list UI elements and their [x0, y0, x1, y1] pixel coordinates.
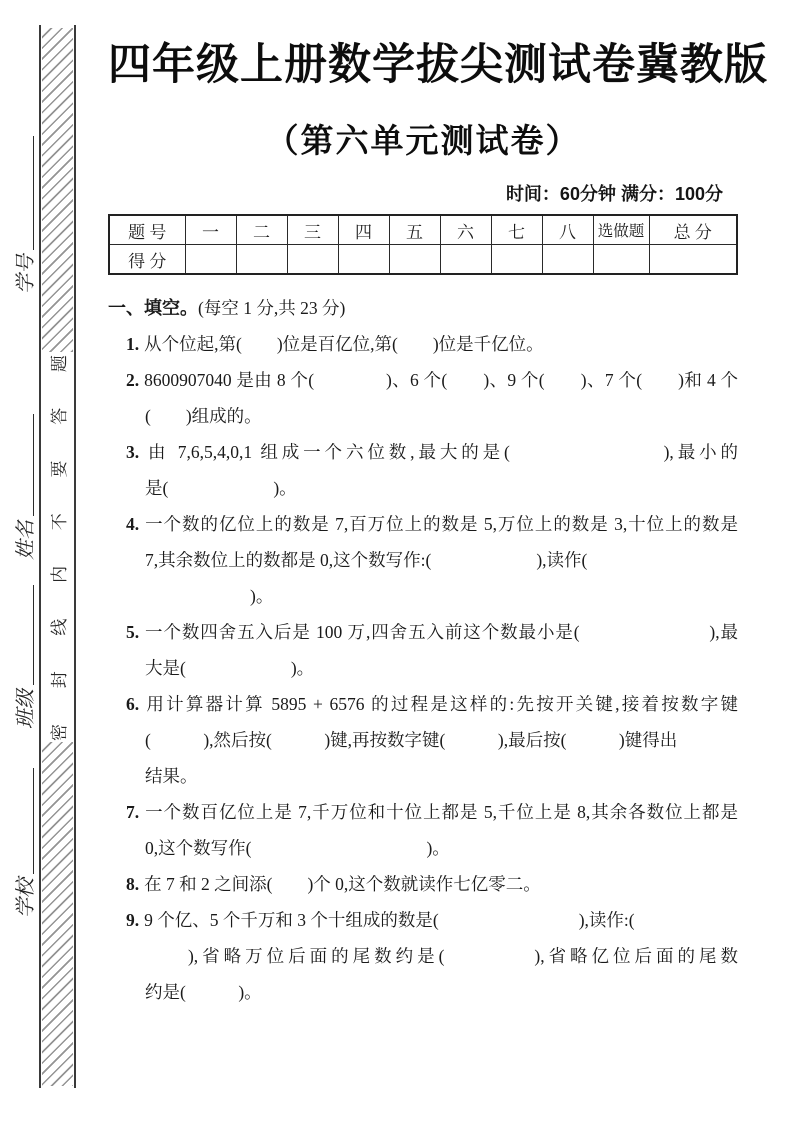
question-line: ),省略万位后面的尾数约是( ),省略亿位后面的尾数: [145, 946, 738, 966]
id-label-class: 班级: [15, 689, 37, 729]
seal-border-line-right: [74, 25, 76, 1088]
id-blank-line: [33, 768, 34, 874]
id-blank-line: [33, 414, 34, 516]
question-line: [126, 794, 738, 830]
question-5: [126, 614, 738, 686]
seal-char: 封: [49, 671, 69, 689]
id-field-class: [10, 585, 38, 729]
score-cell: [649, 245, 737, 275]
seal-char: 内: [49, 565, 69, 583]
question-number: 1.: [126, 334, 140, 354]
question-number: 6.: [126, 694, 140, 714]
seal-instruction-text: [45, 355, 69, 741]
seal-char: 要: [49, 460, 69, 478]
question-number: 3.: [126, 442, 140, 462]
exam-title: 四年级上册数学拔尖测试卷冀教版: [108, 41, 768, 89]
question-2: [126, 362, 738, 434]
question-line: [126, 866, 738, 902]
question-line: [126, 506, 738, 542]
question-3: [126, 434, 738, 506]
score-cell: [593, 245, 649, 275]
question-4: [126, 506, 738, 614]
id-blank-line: [33, 585, 34, 685]
hatch-pattern-bottom: [42, 742, 73, 1086]
id-field-school: [10, 768, 38, 918]
score-cell: [185, 245, 236, 275]
question-number: 5.: [126, 622, 140, 642]
seal-char: 答: [49, 407, 69, 425]
question-text: 在 7 和 2 之间添( )个 0,这个数就读作七亿零二。: [144, 874, 541, 894]
score-table-score-row: [109, 245, 737, 275]
question-line: 大是( )。: [145, 658, 315, 678]
seal-char: 不: [49, 513, 69, 531]
question-text: 一个数百亿位上是 7,千万位和十位上都是 5,千位上是 8,其余各数位上都是: [144, 802, 738, 822]
score-header-cell: 六: [440, 215, 491, 245]
question-number: 4.: [126, 514, 140, 534]
question-number: 8.: [126, 874, 140, 894]
question-line: 约是( )。: [145, 982, 262, 1002]
section-title: 一、填空。: [108, 298, 198, 318]
question-line: )。: [145, 586, 274, 606]
question-number: 2.: [126, 370, 140, 390]
questions-body: [108, 290, 738, 1010]
score-header-cell: 二: [236, 215, 287, 245]
id-field-student-number: [10, 136, 38, 294]
question-text: 9 个亿、5 个千万和 3 个十组成的数是( ),读作:(: [144, 910, 635, 930]
score-header-total: 总 分: [649, 215, 737, 245]
question-line: 结果。: [145, 766, 198, 786]
question-line: [126, 614, 738, 650]
score-table-header-row: [109, 215, 737, 245]
id-blank-line: [33, 136, 34, 250]
seal-char: 线: [49, 618, 69, 636]
question-number: 7.: [126, 802, 140, 822]
score-header-cell: 七: [491, 215, 542, 245]
score-header-question-number: 题 号: [109, 215, 185, 245]
score-header-cell: 五: [389, 215, 440, 245]
question-line: 是( )。: [145, 478, 297, 498]
question-number: 9.: [126, 910, 140, 930]
question-line: 0,这个数写作( )。: [145, 838, 450, 858]
question-text: 一个数四舍五入后是 100 万,四舍五入前这个数最小是( ),最: [144, 622, 738, 642]
score-header-optional: 选做题: [593, 215, 649, 245]
id-label-student-number: 学号: [15, 254, 37, 294]
id-field-name: [10, 414, 38, 560]
hatch-pattern-top: [42, 28, 73, 352]
id-label-school: 学校: [15, 878, 37, 918]
seal-char: 题: [49, 355, 69, 373]
section-note: (每空 1 分,共 23 分): [198, 298, 346, 318]
time-and-score-info: 时间：60分钟 满分：100分: [505, 184, 723, 204]
question-9: [126, 902, 738, 1010]
question-line: ( )组成的。: [145, 406, 262, 426]
score-cell: [542, 245, 593, 275]
question-line: ( ),然后按( )键,再按数字键( ),最后按( )键得出: [145, 730, 678, 750]
question-line: [126, 326, 738, 362]
score-table: [108, 214, 738, 275]
question-text: 从个位起,第( )位是百亿位,第( )位是千亿位。: [144, 334, 544, 354]
question-text: 8600907040 是由 8 个( )、6 个( )、9 个( )、7 个( )和 4 个: [144, 370, 738, 390]
score-cell: [236, 245, 287, 275]
question-line: [126, 434, 738, 470]
seal-char: 密: [49, 724, 69, 741]
question-line: [126, 902, 738, 938]
section-heading-fill-in-blanks: [108, 290, 738, 326]
question-text: 由 7,6,5,4,0,1 组成一个六位数,最大的是( ),最小的: [144, 442, 738, 462]
score-cell: [338, 245, 389, 275]
question-7: [126, 794, 738, 866]
score-header-cell: 三: [287, 215, 338, 245]
main-content: [108, 40, 768, 1010]
question-1: [126, 326, 738, 362]
score-header-cell: 四: [338, 215, 389, 245]
score-cell: [389, 245, 440, 275]
score-header-cell: 一: [185, 215, 236, 245]
question-8: [126, 866, 738, 902]
question-text: 一个数的亿位上的数是 7,百万位上的数是 5,万位上的数是 3,十位上的数是: [144, 514, 738, 534]
score-cell: [440, 245, 491, 275]
question-6: [126, 686, 738, 794]
score-cell: [491, 245, 542, 275]
seal-border-line-left: [39, 25, 41, 1088]
question-line: [126, 362, 738, 398]
question-line: [126, 686, 738, 722]
question-text: 用计算器计算 5895 + 6576 的过程是这样的:先按开关键,接着按数字键: [144, 694, 738, 714]
score-row-label: 得 分: [109, 245, 185, 275]
score-cell: [287, 245, 338, 275]
score-header-cell: 八: [542, 215, 593, 245]
question-line: 7,其余数位上的数都是 0,这个数写作:( ),读作(: [145, 550, 588, 570]
id-label-name: 姓名: [15, 520, 37, 560]
exam-subtitle: （第六单元测试卷）: [265, 122, 581, 159]
